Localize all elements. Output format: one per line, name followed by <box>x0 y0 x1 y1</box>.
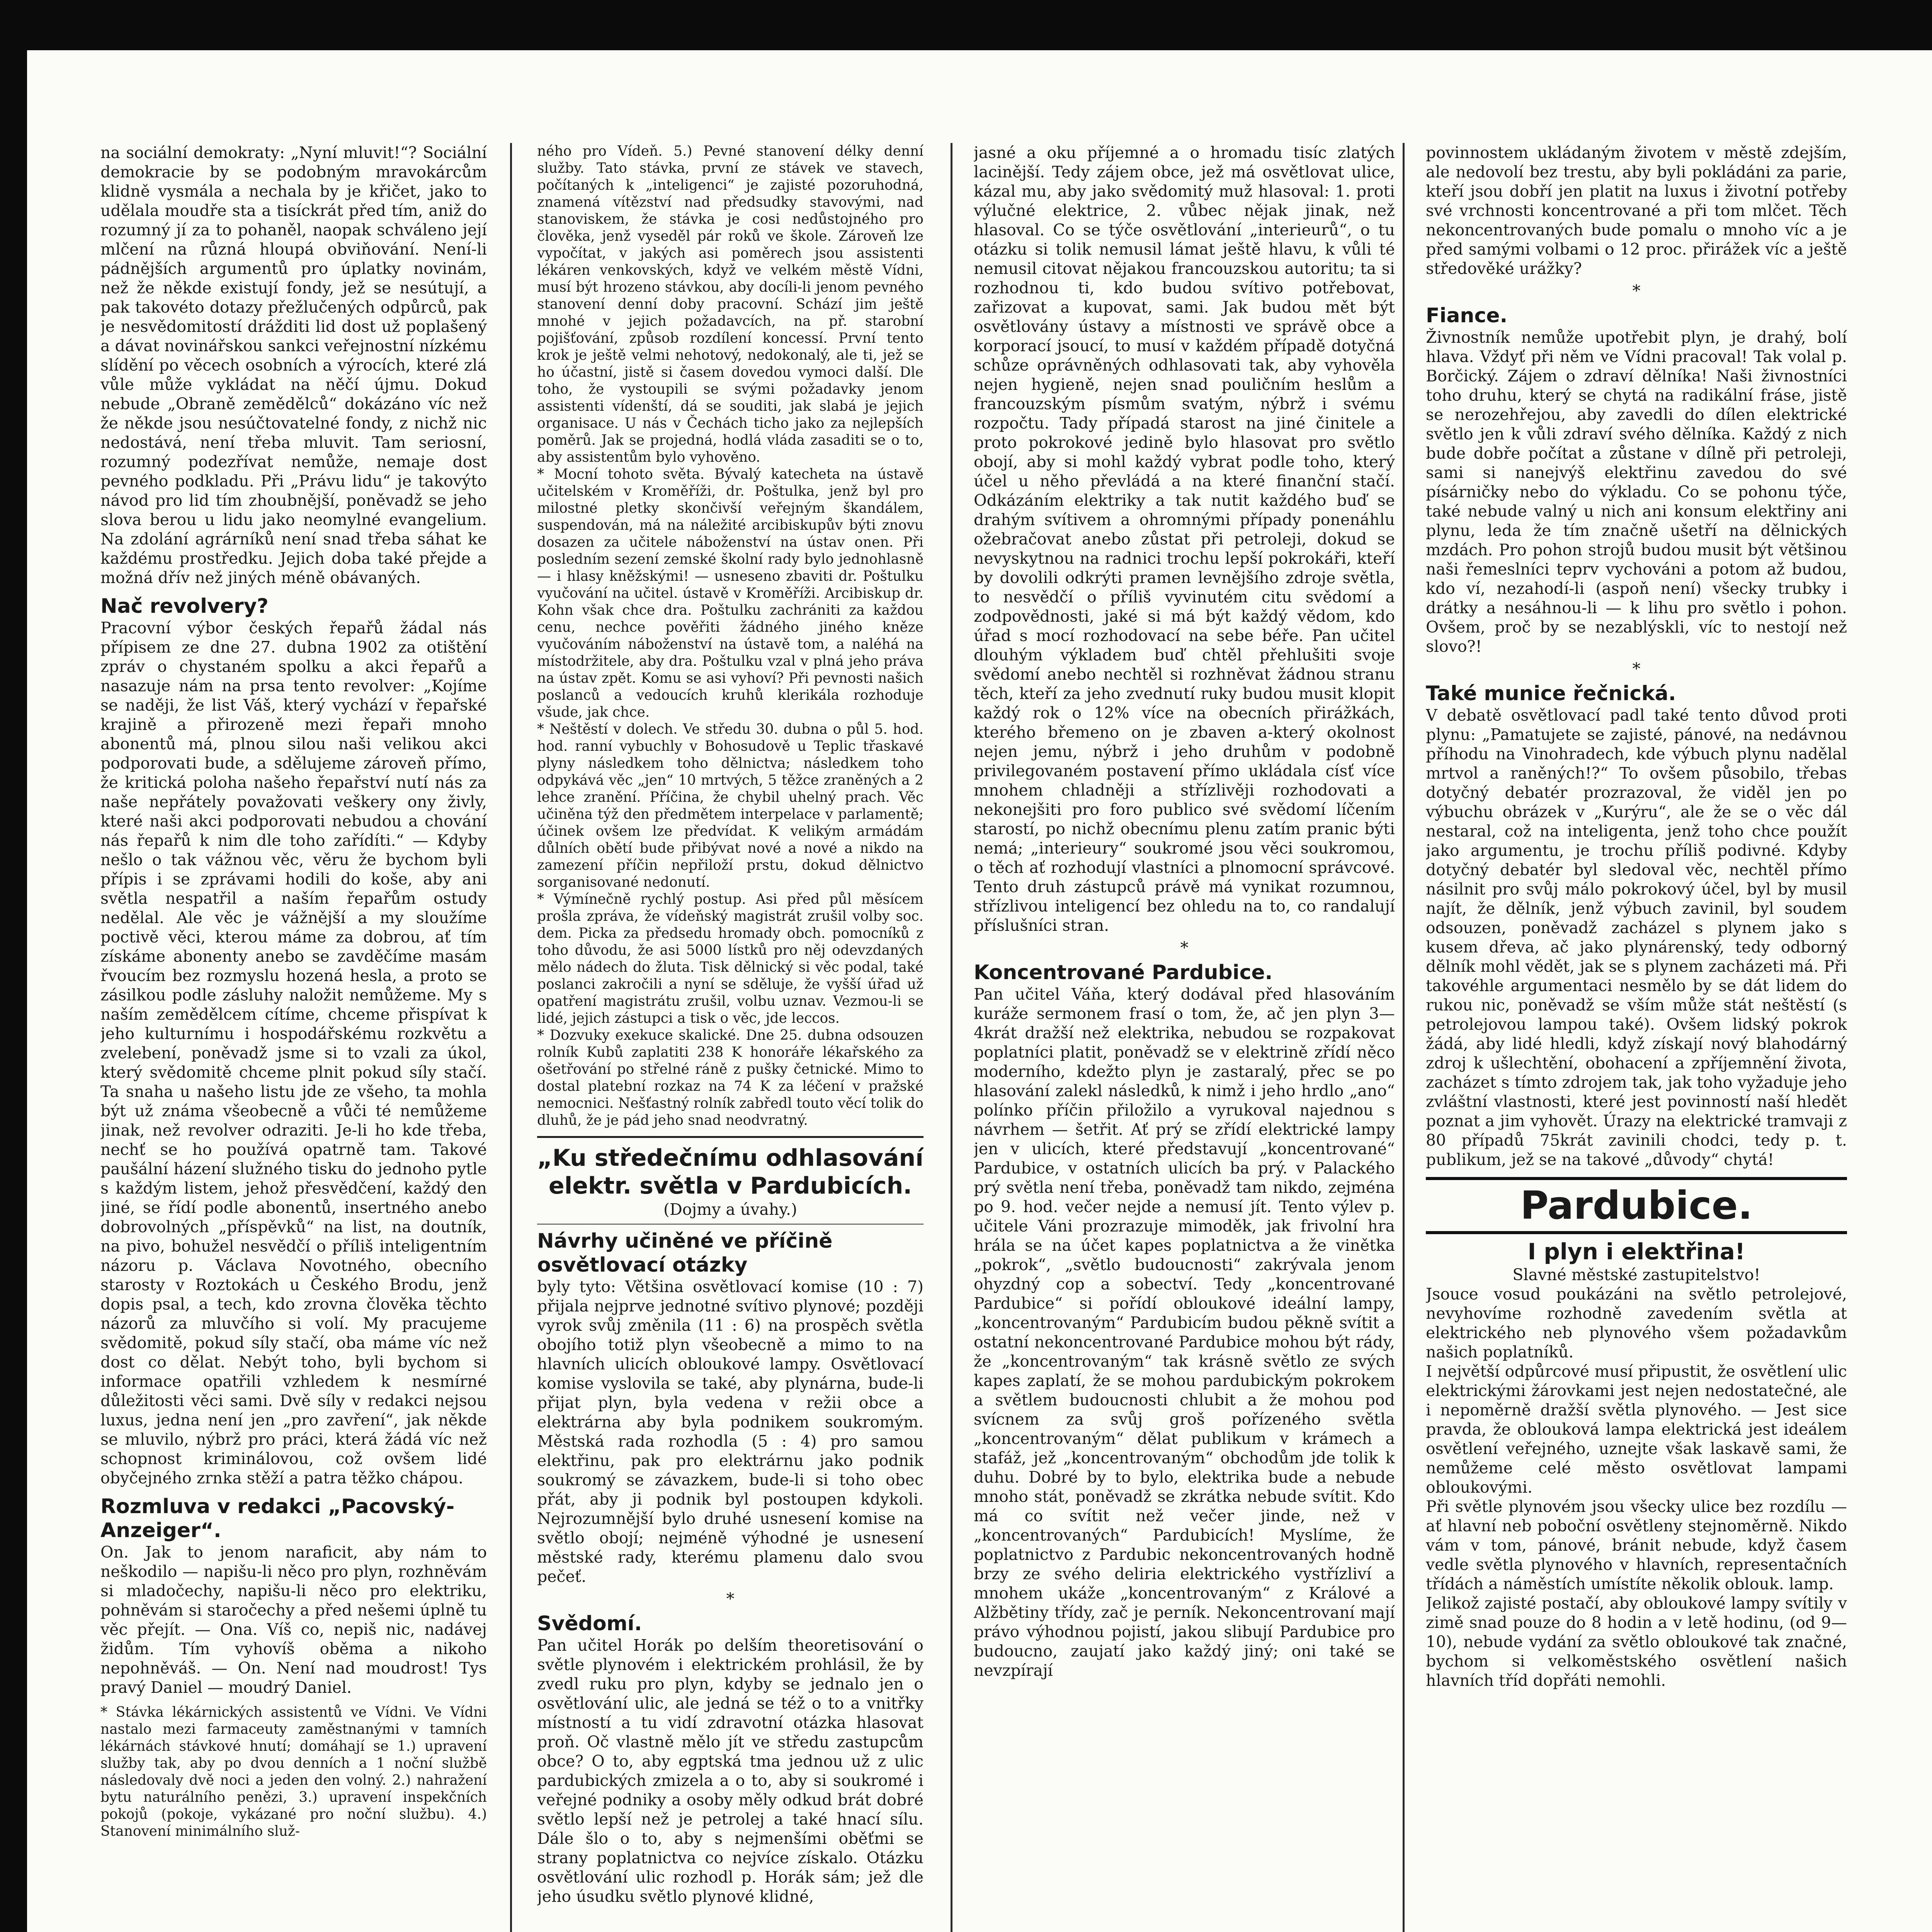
article-paragraph: Pan učitel Horák po delším theoretisování o světle plynovém i elektrickém prohlásil, že by zvedl ruku pro plyn, kdyby se jednalo jen o osvětlování ulic, ale jedná se též o to a vnitřky místností a tu vidí zdravotní otázka hlasovat proň. Oč vlastně mělo jít ve středu zastupcům obce? O to, aby egptská tma jednou už z ulic pardubických zmizela a o to, aby si soukromé i veřejné podniky a osoby měly odkud brát dobré světlo lepší než je petrolej a také hnací sílu. Dále šlo o to, aby s nejmenšími oběťmi se strany poplatnictva co nejvíce získalo. Otázku osvětlování ulic rozhodl p. Horák sám; jež dle jeho úsudku světlo plynové klidné, <box>537 1636 923 1906</box>
article-title: „Ku středečnímu odhlasování elektr. světla v Pardubicích. <box>537 1145 923 1199</box>
section-banner: Pardubice. <box>1426 1177 1847 1234</box>
article-paragraph: On. Jak to jenom naraficit, aby nám to neškodilo — napišu-li něco pro plyn, rozhněvám si mladočechy, napišu-li něco pro elektriku, pohněvám si staročechy a před nešemi úplně tu věc přejít. — Ona. Víš co, nepiš nic, nadávej židům. Tím vyhovíš oběma a nikoho nepohněváš. — On. Není nad moudrost! Tys pravý Daniel — moudrý Daniel. <box>100 1543 487 1697</box>
scan-border-left <box>0 0 27 1932</box>
column-3 <box>974 143 1395 1932</box>
letter-salutation: Slavné městské zastupitelstvo! <box>1512 1265 1760 1284</box>
article-headline: Rozmluva v redakci „Pacovský-Anzeiger“. <box>100 1495 455 1542</box>
news-note: * Výmínečně rychlý postup. Asi před půl měsícem prošla zpráva, že vídeňský magistrát zrušil volby soc. dem. Picka za předsedu hromady obch. pomocníků z toho důvodu, že asi 5000 lístků pro něj odevzdaných mělo nádech do žluta. Tisk dělnický si věc podal, také poslanci zakročili a nyní se sděluje, že vyšší úřad už opatření magistrátu zrušil, volbu uznav. Vezmou-li se lidé, jejich zástupci a tisk o věc, jde leccos. <box>537 891 923 1026</box>
scan-border-top <box>0 0 1932 50</box>
article-headline: Také munice řečnická. <box>1426 682 1676 705</box>
news-note: * Mocní tohoto světa. Bývalý katecheta na ústavě učitelském v Kroměříži, dr. Poštulka, jenž byl pro milostné pletky skončivší veřejným škandálem, suspendován, má na náležité arcibiskupův býti znovu dosazen za učitele náboženství na ústav onen. Při posledním sezení zemské školní rady bylo jednohlasně — i hlasy kněžskými! — usneseno zbaviti dr. Poštulku vyučování na učitel. ústavě v Kroměříži. Arcibiskup dr. Kohn však chce dra. Poštulku zachrániti za každou cenu, nechce pověřiti žádného jiného kněze vyučováním náboženství na ústavě tom, a naléhá na místodržitele, aby dra. Poštulku vzal v plná jeho práva na ústav zpět. Komu se asi vyhoví? Při pevnosti našich poslanců a vedoucích kruhů klerikála rozhoduje všude, jak chce. <box>537 466 923 720</box>
column-rule <box>510 143 512 1932</box>
news-note: * Dozvuky exekuce skalické. Dne 25. dubna odsouzen rolník Kubů zaplatiti 238 K honoráře lékařského za ošetřování po střelné ráně z pušky četnické. Mimo to dostal platební rozkaz na 74 K za léčení v pražské nemocnici. Nešťastný rolník zabředl touto věcí tolik do dluhů, že je pád jeho snad neodvratný. <box>537 1027 923 1128</box>
article-headline: Koncentrované Pardubice. <box>974 961 1273 984</box>
news-note: ného pro Vídeň. 5.) Pevné stanovení délky denní služby. Tato stávka, první ze stávek ve stavech, počítaných k „inteligenci“ je zajisté pozoruhodná, znamená vítězství nad předsudky stavovými, nad stanoviskem, že stávka je cosi nedůstojného pro člověka, jenž vyseděl pár roků ve škole. Zároveň lze vypočítat, v jakých asi poměrech jsou assistenti lékáren venkovských, když ve velkém městě Vídni, musí být hrozeno stávkou, aby docíli-li jenom pevného stanovení denní doby pracovní. Schází jim ještě mnohé v jejich požadavcích, na př. starobní pojišťování, způsob rozdílení koncessí. První tento krok je ještě velmi nehotový, nedokonalý, ale ti, jež se ho účastní, jistě si časem dovedou vymoci další. Dle toho, že vystoupili se svými požadavky jenom assistenti vídenští, dá se souditi, jak slabá je jejich organisace. U nás v Čechách ticho jako za nejlepších poměrů. Jak se projedná, hodlá vláda zasaditi se o to, aby assistentům bylo vyhověno. <box>537 143 923 465</box>
article-paragraph: byly tyto: Většina osvětlovací komise (10 : 7) přijala nejprve jednotné svítivo plynové; později vyrok svůj změnila (11 : 6) na prospěch světla obojího totiž plyn všeobecně a mimo to na hlavních ulicích obloukové lampy. Osvětlovací komise vyslovila se také, aby plynárna, bude-li přijat plyn, byla vedena v režii obce a elektrárna aby byla podnikem soukromým. Městská rada rozhodla (5 : 4) pro samou elektřinu, pak pro elektrárnu jako podnik soukromý se závazkem, bude-li si toho obec přát, aby ji podnik byl postoupen kdykoli. Nejrozumnější bylo druhé usnesení komise na světlo obojí; nejméně výhodné je usnesení městské rady, kterému plamenu dalo svou pečeť. <box>537 1277 923 1586</box>
separator-star: * <box>726 1589 735 1608</box>
article-paragraph: I největší odpůrcové musí připustit, že osvětlení ulic elektrickými žárovkami jest nejen nedostatečné, ale i nepoměrně dražší světla plynového. — Jest sice pravda, že oblouková lampa elektrická jest ideálem osvětlení veřejného, uznejte však laskavě sami, že nemůžeme celé město osvětlovat lampami obloukovými. <box>1426 1362 1847 1497</box>
article-headline: Návrhy učiněné ve příčině osvětlovací otázky <box>537 1230 833 1277</box>
column-rule <box>1403 143 1405 1932</box>
article-paragraph: na sociální demokraty: „Nyní mluvit!“? Sociální demokracie by se podobným mravokárcům klidně vysmála a nechala by je křičet, jako to udělala moudře sta a tisíckrát před tím, aniž do rozumný jí za to pohaněl, naopak schváleno její mlčení na různá hloupá obviňování. Není-li pádnějších argumentů pro úplatky novinám, než že někde existují fondy, jež se nesútují, a pak takovéto dotazy přežlučených odpůrců, pak je nesvědomitostí drážditi lid dost už poplašený a dávat novinářskou sankci veřejnostní nízkému slídění po věcech osobních a výrocích, které zlá vůle může vykládat na něčí újmu. Dokud nebude „Obraně zemědělců“ dokázáno víc než že někde jsou nesúčtovatelné fondy, z nichž nic nedostává, není třeba mluvit. Tam seriosní, rozumný podezřívat nemůže, nemaje dost pevného podkladu. Při „Právu lidu“ je takovýto návod pro lid tím zhoubnější, poněvadž se jeho slova berou u lidu jako neomylné evangelium. Na zdolání agrárníků není snad třeba sáhat ke každému prostředku. Jejich doba také přejde a možná dřív než jiných méně obávaných. <box>100 143 487 587</box>
column-2 <box>537 143 923 1932</box>
column-1 <box>100 143 487 1932</box>
article-paragraph: Pracovní výbor českých řepařů žádal nás přípisem ze dne 27. dubna 1902 za otištění zpráv o chystaném spolku a akci řepařů a nasazuje nám na prsa tento revolver: „Kojíme se naději, že list Váš, který vychází v řepařské krajině a přirozeně mezi řepaři mnoho abonentů má, plnou silou naši velikou akci podporovati bude, a sdělujeme zároveň přímo, že kritická poloha našeho řepařství nutí nás za naše nepřátely považovati veškery ony živly, které naši akci podporovati nebudou a chování nás řepařů k nim dle toho zařídíti.“ — Kdyby nešlo o tak vážnou věc, věru že bychom byli přípis i se zprávami hodili do koše, aby ani světla nespatřil a naším řepařům ostudy nedělal. Ale věc je vážnější a my sloužíme poctivě věci, kterou máme za dobrou, ať tím získáme abonenty anebo se zavděčíme masám řvoucím bez rozmyslu hozená hesla, a proto se zásilkou podle zásluhy naložit nemůžeme. My s naším zemědělcem cítíme, chceme přispívat k jeho kulturnímu i hospodářskému rozkvětu a zvelebení, poněvadž jsme si to vzali za úkol, který svědomitě chceme plnit pokud síly stačí. Ta snaha u našeho listu jde ze všeho, ta mohla být už známa všeobecně a vůči té nemůžeme jinak, než revolver odraziti. Je-li ho kde třeba, nechť se ho používá opatrně tam. Takové paušální házení služného tisku do jednoho pytle s každým listem, jehož přesvědčení, každý den jiné, se řídí podle abonentů, insertného anebo dobrovolných „příspěvků“ na list, na doutník, na pivo, bohužel nesvědčí o příliš inteligentním názoru p. Václava Novotného, obecního starosty v Roztokách u Českého Brodu, jenž dopis psal, a tech, kdo zrovna člověka těchto názorů za mluvčího si volí. My pracujeme svědomitě, pokud síly stačí, oba máme víc než dost co dělat. Nebýt toho, byli bychom si informace opatřili vzhledem k nesmírné důležitosti věci sami. Dvě síly v redakci nejsou luxus, jedna není jen „pro zavření“, jak někde se mluvilo, nýbrž pro práci, která žádá víc než schopnost kriminálovou, což ovšem lidé obyčejného zrnka stěží a patra těžko chápou. <box>100 619 487 1487</box>
column-rule <box>951 143 952 1932</box>
separator-star: * <box>1632 659 1641 678</box>
news-note: * Stávka lékárnických assistentů ve Vídni. Ve Vídni nastalo mezi farmaceuty zaměstnanými v tamních lékárnách stávkové hnutí; domáhají se 1.) upravení služby tak, aby po dvou denních a 1 noční službě následovaly dvě noci a jeden den volný. 2.) nahražení bytu naturálního penězi, 3.) upravení inspekčních pokojů (pokoje, vykázané pro noční službu). 4.) Stanovení minimálního služ- <box>100 1704 487 1839</box>
article-paragraph: V debatě osvětlovací padl také tento důvod proti plynu: „Pamatujete se zajisté, pánové, na nedávnou příhodu na Vinohradech, kde výbuch plynu nadělal mrtvol a raněných!?“ To ovšem působilo, třebas dotyčný debatér prozrazoval, že viděl jen po výbuchu obrázek v „Kurýru“, ale že se o věc dál nestaral, což na inteligenta, jenž toho chce použít jako argumentu, je trochu příliš podivné. Kdyby dotyčný debatér byl sledoval věc, nechtěl přímo násilnit pro svůj málo pokrokový účel, byl by musil najít, že dělník, jenž výbuch zavinil, byl soudem odsouzen, poněvadž zacházel s plynem jako s kusem dřeva, ač jako plynárenský, tedy odborný dělník mohl vědět, jak se s plynem zacházeti má. Při takovéhle argumentaci nesmělo by se dát lidem do rukou nic, poněvadž se vším může stát neštěstí (s petrolejovou lampou také). Ovšem lidský pokrok žádá, aby lidé hledli, když získají nový blahodárný zdroj k ušlechtění, obohacení a zpříjemnění života, zacházet s tímto zdrojem tak, jak toho vyžaduje jeho zvláštní vlastnosti, které jest povinností naší hledět poznat a jim vyhovět. Úrazy na elektrické tramvaji z 80 případů 75krát zavinili chodci, tedy p. t. publikum, jež se na takové „důvody“ chytá! <box>1426 706 1847 1169</box>
news-note: * Neštěstí v dolech. Ve středu 30. dubna o půl 5. hod. hod. ranní vybuchly v Bohosudově u Teplic třaskavé plyny následkem toho dělnictva; následkem toho odpykává věc „jen“ 10 mrtvých, 5 těžce zraněných a 2 lehce zranění. Příčina, že chybil uhelný prach. Věc učiněna týž den předmětem interpelace v parlamentě; účinek ovšem lze předvídat. K velikým armádám důlních obětí bude přibývat nové a nové a nikdo na zamezení příčin nepřiloží prstu, dokud dělnictvo sorganisované nedonutí. <box>537 721 923 890</box>
column-4 <box>1426 143 1847 1932</box>
article-paragraph: Živnostník nemůže upotřebit plyn, je drahý, bolí hlava. Vždyť při něm ve Vídni pracoval! Tak volal p. Borčický. Zájem o zdraví dělníka! Naši živnostníci toho druhu, který se chytá na radikální fráse, jistě se nerozehřejou, aby zavedli do dílen elektrické světlo jen k vůli zdraví svého dělníka. Každý z nich bude dobře počítat a zůstane v dílně při petroleji, sami si nanejvýš elektřinu zavedou do své písárničky nebo do výkladu. Co se pohonu týče, také nebude valný u nich ani konsum elektřiny ani plynu, leda že tím značně ušetří na dělnických mzdách. Pro pohon strojů budou musit být většinou naši řemeslníci teprv vychováni a potom až budou, kdo ví, nezahodí-li (aspoň není) všecky trubky i drátky a nesáhnou-li — k lihu pro světlo i pohon. Ovšem, proč by se nezablýskli, víc to nestojí než slovo?! <box>1426 328 1847 656</box>
article-subtitle: (Dojmy a úvahy.) <box>663 1200 797 1219</box>
separator-star: * <box>1180 938 1189 957</box>
article-paragraph: Jelikož zajisté postačí, aby obloukové lampy svítily v zimě snad pouze do 8 hodin a v letě hodinu, (od 9—10), nebude vydání za světlo obloukové tak značné, bychom si velkoměstského osvětlení našich hlavních tříd dopřáti nemohli. <box>1426 1594 1847 1690</box>
article-headline: Fiance. <box>1426 304 1508 327</box>
article-paragraph: jasné a oku příjemné a o hromadu tisíc zlatých lacinější. Tedy zájem obce, jež má osvětlovat ulice, kázal mu, aby jako svědomitý muž hlasoval: 1. proti výlučné elektrice, 2. vůbec nějak jinak, než hlasoval. Co se týče osvětlování „interieurů“, o tu otázku si tolik nemusil lámat ještě hlavu, k vůli té nemusil citovat nějakou francouzskou autoritu; ta si rozhodnou ti, kdo budou svítivo potřebovat, zařizovat a kupovat, sami. Jak budou mět být osvětlovány ústavy a místnosti ve správě obce a korporací jsoucí, to musí v každém případě dotyčná schůze oprávněných odhlasovati tak, aby vyhověla nejen hygieně, nejen snad pouličním heslům a francouzským písmům svatým, nýbrž i svému rozpočtu. Tady případá starost na jiné činitele a proto pokrokové jedině bylo hlasovat pro světlo obojí, aby si mohl každý vybrat podle toho, který účel u něho převládá a na které finanční stačí. Odkázáním elektriky a tak nutit každého buď se drahým svítivem a ohromnými případy ponenáhlu ožebračovat anebo zůstat při petroleji, dokud se nevyskytnou na radnici trochu lepší pokrokáři, kteří by dovolili odkrýti pramen levnějšího zdroje světla, to nesvědčí o příliš vyvinutém citu svědomí a zodpovědnosti, jaké si má být každý vědom, kdo úřad s mocí rozhodovací na sebe béře. Pan učitel dlouhým výkladem buď chtěl přehlušiti svoje svědomí anebo nechtěl si rozhněvat žádnou stranu těch, kteří za jeho zvednutí ruky budou musit klopit každý rok o 12% více na obecních přirážkách, kterého břemeno on je zbaven a-který okolnost nejen jemu, nýbrž i jeho druhům v podobně privilegovaném postavení přímo ukládala císť více mnohem chladněji a střízlivěji rozhodovati a nekonejšiti pro foro publico své svědomí líčením starostí, po nichž obecnímu plenu zatím pranic býti nemá; „interieury“ soukromé jsou věci soukromou, o těch ať rozhodují vlastníci a plnomocní správcové. Tento druh zástupců právě má vynikat rozumnou, střízlivou inteligencí bez ohledu na to, co randalují příslušníci stran. <box>974 143 1395 935</box>
article-paragraph: Při světle plynovém jsou všecky ulice bez rozdílu — ať hlavní neb poboční osvětleny stejnoměrně. Nikdo vám v tom, pánové, bránit nebude, když časem vedle světla plynového v hlavních, representačních třídách a náměstích umístíte několik oblouk. lamp. <box>1426 1497 1847 1593</box>
article-paragraph: Pan učitel Váňa, který dodával před hlasováním kuráže sermonem frasí o tom, že, ač jen plyn 3—4krát dražší než elektrika, nebudou se rozpakovat poplatníci platit, poněvadž se v elektrině zřídí něco moderního, kdežto plyn je zastaralý, přec se po hlasování zalekl následků, k nimž i jeho hrdlo „ano“ polínko příčin přiložilo a vyrukoval najednou s návrhem — šetřit. Ať prý se zřídí elektrické lampy jen v ulicích, které představují „koncentrované“ Pardubice, v ostatních ulicích ba prý. v Palackého prý světla není třeba, poněvadž tam nikdo, zejména po 9. hod. večer nejde a nemusí jít. Tento výlev p. učitele Váni prozrazuje mimoděk, jak frivolní hra hrála se na účet kapes poplatnictva a že vinětka „pokrok“, „světlo budoucnosti“ zakrývala jenom ohyzdný cop a sobectví. Tedy „koncentrované Pardubice“ si pořídí obloukové ideální lampy, „koncentrovaným“ Pardubicím budou pěkně svítit a ostatní nekoncentrované Pardubice mohou být rády, že „koncentrovaným“ tak krásně světlo ze svých kapes zaplatí, že se mohou pardubickým pokrokem a světlem budoucnosti chlubit a že mohou pod svícnem za svůj groš pořízeného světla „koncentrovaným“ dělat publikum v krámech a stafáž, jež „koncentrovaným“ obchodům jde tolik k duhu. Dobré by to bylo, elektrika bude a nebude mnoho stát, poněvadž se zkrátka nebude svítit. Kdo má co svítit než večer jinde, než v „koncentrovaných“ Pardubicích! Myslíme, že poplatnictvo z Pardubic nekoncentrovaných hodně brzy ze svého deliria elektrického vystřízliví a mnohem ukáže „koncentrovaným“ z Králové a Alžbětiny třídy, zač je perník. Nekoncentrovaní mají právo výhodnou pojistí, jakou slibují Pardubice pro budoucno, zaujatí jako každý jiný; oni také se nevzpírají <box>974 985 1395 1680</box>
divider <box>537 1224 923 1225</box>
section-divider <box>537 1136 923 1138</box>
article-headline: Svědomí. <box>537 1612 642 1635</box>
article-paragraph: Jsouce vosud poukázáni na světlo petrolejové, nevyhovíme rozhodně zavedením světla at elektrického neb plynového všem požadavkům našich poplatníků. <box>1426 1285 1847 1361</box>
separator-star: * <box>1632 281 1641 300</box>
article-headline: Nač revolvery? <box>100 595 269 618</box>
article-paragraph: povinnostem ukládaným životem v městě zdejším, ale nedovolí bez trestu, aby byli pokládáni za parie, kteří jsou dobří jen platit na luxus i životní potřeby své vrchnosti koncentrované a při tom mlčet. Těch nekoncentrovaných bude pomalu o mnoho víc a je před samými volbami o 12 proc. přirážek víc a ještě středověké urážky? <box>1426 143 1847 278</box>
article-title: I plyn i elektřina! <box>1527 1238 1745 1265</box>
